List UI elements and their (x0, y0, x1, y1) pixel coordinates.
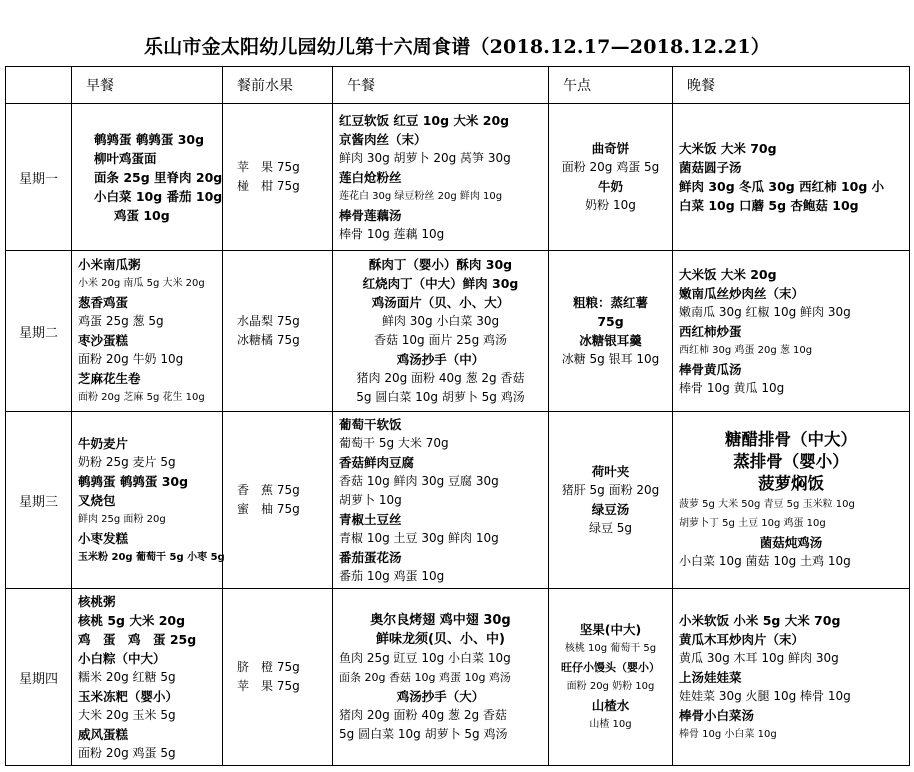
dish-ingredients: 葡萄干 5g 大米 70g (339, 435, 449, 450)
fruit-item: 苹 果 75g (237, 160, 300, 174)
dish-ingredients: 番茄 10g 鸡蛋 10g (339, 568, 445, 583)
dish-ingredients: 棒骨 10g 莲藕 10g (339, 226, 445, 241)
dish-name: 枣沙蛋糕 (78, 333, 129, 348)
dish-name: 奥尔良烤翅 鸡中翅 30g (370, 612, 511, 628)
dish-ingredients: 面粉 20g 牛奶 10g (78, 352, 184, 366)
dish-name: 莲白炝粉丝 (339, 169, 402, 185)
weekly-menu-table (5, 66, 910, 766)
dish-name: 鸡汤抄手（中） (396, 352, 485, 367)
header-breakfast: 早餐 (72, 67, 223, 104)
dish-name: 坚果(中大) (579, 622, 642, 637)
dish-name: 玉米冻粑（婴小） (78, 688, 179, 704)
table-row (6, 251, 910, 412)
dish-ingredients: 鲜肉 30g 小白菜 30g (381, 314, 500, 328)
snack-cell (549, 589, 673, 766)
dish-name: 牛奶麦片 (78, 435, 129, 451)
dish-name: 核桃粥 (78, 593, 116, 609)
fruit-item: 香 蕉 75g (237, 483, 300, 497)
header-lunch: 午餐 (333, 67, 549, 104)
dish-ingredients: 核桃 5g 大米 20g (78, 612, 186, 628)
dish-name: 上汤娃娃菜 (679, 669, 742, 685)
dish-name: 鸡汤抄手（大） (396, 688, 485, 704)
fruit-cell (223, 412, 333, 589)
day-cell: 星期一 (6, 104, 72, 251)
dish-name: 鹌鹑蛋 鹌鹑蛋 30g (94, 131, 205, 147)
dish-ingredients: 黄瓜 30g 木耳 10g 鲜肉 30g (679, 650, 839, 665)
dish-name: 嫩南瓜丝炒肉丝（末） (679, 285, 805, 301)
dish-ingredients: 奶粉 10g (585, 198, 636, 212)
dish-name: 菌菇圆子汤 (679, 160, 742, 175)
dish-ingredients: 绿豆 5g (588, 521, 633, 535)
fruit-cell (223, 251, 333, 412)
dish-ingredients: 猪肉 20g 面粉 40g 葱 2g 香菇 (339, 707, 507, 722)
day-cell: 星期四 (6, 589, 72, 766)
breakfast-cell (72, 412, 223, 589)
dish-ingredients: 白菜 10g 口蘑 5g 杏鲍菇 10g (679, 198, 859, 213)
day-cell: 星期三 (6, 412, 72, 589)
dish-name: 柳叶鸡蛋面 (94, 150, 157, 166)
dish-ingredients: 小白菜 10g 番茄 10g (94, 188, 223, 204)
dish-ingredients: 鲜肉 30g 冬瓜 30g 西红柿 10g 小 (679, 179, 885, 194)
dish-ingredients: 核桃 10g 葡萄干 5g (564, 643, 657, 654)
dish-name: 香菇鲜肉豆腐 (339, 454, 415, 470)
dish-name: 鹌鹑蛋 鹌鹑蛋 30g (78, 473, 189, 489)
dish-ingredients: 面条 20g 香菇 10g 鸡蛋 10g 鸡汤 (339, 670, 511, 684)
dish-ingredients: 娃娃菜 30g 火腿 10g 棒骨 10g (679, 688, 851, 703)
dish-ingredients: 面粉 20g 鸡蛋 5g (78, 745, 176, 760)
dish-name: 酥肉丁（婴小）酥肉 30g (368, 257, 513, 272)
dish-ingredients: 胡萝卜 10g (339, 492, 402, 507)
dish-ingredients: 棒骨 10g 黄瓜 10g (679, 380, 785, 395)
dish-ingredients: 面粉 20g 芝麻 5g 花生 10g (78, 392, 205, 403)
breakfast-cell (72, 589, 223, 766)
fruit-item: 蜜 柚 75g (237, 502, 300, 516)
dish-name: 西红柿炒蛋 (679, 323, 742, 339)
dish-name: 牛奶 (597, 179, 623, 194)
dish-ingredients: 小白菜 10g 菌菇 10g 土鸡 10g (679, 554, 851, 568)
dinner-cell (673, 589, 910, 766)
dish-ingredients: 奶粉 25g 麦片 5g (78, 454, 176, 469)
dish-name: 旺仔小馒头（婴小） (561, 661, 660, 674)
breakfast-cell (72, 104, 223, 251)
dish-ingredients: 莲花白 30g 绿豆粉丝 20g 鲜肉 10g (339, 190, 503, 202)
table-row (6, 104, 910, 251)
dish-ingredients: 5g 圆白菜 10g 胡萝卜 5g 鸡汤 (339, 726, 508, 741)
dish-ingredients: 面条 25g 里脊肉 20g (94, 169, 223, 185)
dish-ingredients: 鸡蛋 25g 葱 5g (78, 314, 164, 328)
dish-ingredients: 猪肝 5g 面粉 20g (561, 483, 660, 497)
page-title: 乐山市金太阳幼儿园幼儿第十六周食谱（2018.12.17—2018.12.21） (144, 36, 770, 58)
dish-name: 鲜味龙须(贝、小、中) (376, 631, 505, 647)
dish-name: 京酱肉丝（末） (339, 131, 427, 147)
snack-cell (549, 412, 673, 589)
dish-name: 糖醋排骨（中大） (725, 430, 857, 449)
dish-name: 青椒土豆丝 (339, 511, 402, 527)
breakfast-cell (72, 251, 223, 412)
dish-ingredients: 棒骨 10g 小白菜 10g (679, 728, 777, 740)
dish-ingredients: 面粉 20g 奶粉 10g (566, 681, 655, 692)
header-row (6, 67, 910, 104)
dish-name: 曲奇饼 (591, 141, 630, 156)
lunch-cell (333, 104, 549, 251)
dish-ingredients: 嫩南瓜 30g 红椒 10g 鲜肉 30g (679, 304, 851, 319)
dish-ingredients: 香菇 10g 面片 25g 鸡汤 (373, 333, 508, 347)
dish-name: 大米饭 大米 20g (679, 266, 777, 282)
dish-name: 绿豆汤 (591, 502, 630, 517)
dish-ingredients: 鱼肉 25g 豇豆 10g 小白菜 10g (339, 650, 511, 665)
lunch-cell (333, 412, 549, 589)
fruit-item: 水晶梨 75g (237, 314, 300, 328)
header-day (6, 67, 72, 104)
dish-name: 棒骨莲藕汤 (339, 207, 402, 223)
lunch-cell (333, 589, 549, 766)
lunch-cell (333, 251, 549, 412)
dish-name: 红烧肉丁（中大）鲜肉 30g (362, 276, 519, 291)
dish-ingredients: 大米 20g 玉米 5g (78, 707, 176, 722)
dish-name: 红豆软饭 红豆 10g 大米 20g (339, 112, 510, 128)
dish-name: 荷叶夹 (591, 464, 630, 479)
dish-name: 粗粮：蒸红薯 (572, 295, 648, 310)
dish-name: 黄瓜木耳炒肉片（末） (679, 631, 805, 647)
fruit-item: 苹 果 75g (237, 679, 300, 693)
fruit-item: 脐 橙 75g (237, 660, 300, 674)
day-cell: 星期二 (6, 251, 72, 412)
dish-ingredients: 75g (597, 314, 624, 329)
dish-ingredients: 糯米 20g 红糖 5g (78, 669, 176, 684)
dish-ingredients: 面粉 20g 鸡蛋 5g (561, 160, 660, 174)
dish-name: 山楂水 (591, 698, 630, 713)
dish-ingredients: 鲜肉 25g 面粉 20g (78, 513, 166, 525)
dish-ingredients: 冰糖 5g 银耳 10g (561, 352, 660, 366)
dish-ingredients: 山楂 10g (589, 719, 632, 730)
dish-ingredients: 5g 圆白菜 10g 胡萝卜 5g 鸡汤 (356, 390, 525, 404)
table-row (6, 412, 910, 589)
header-dinner: 晚餐 (673, 67, 910, 104)
dish-name: 鸡汤面片（贝、小、大） (371, 295, 510, 310)
dinner-cell (673, 412, 910, 589)
dish-ingredients: 玉米粉 20g 葡萄干 5g 小枣 5g (78, 551, 225, 563)
dish-ingredients: 青椒 10g 土豆 30g 鲜肉 10g (339, 530, 499, 545)
snack-cell (549, 251, 673, 412)
dish-name: 葡萄干软饭 (339, 416, 402, 432)
dish-name: 叉烧包 (78, 492, 116, 508)
fruit-cell (223, 104, 333, 251)
dish-name: 小枣发糕 (78, 530, 129, 546)
dish-name: 蒸排骨（婴小） (733, 452, 849, 471)
dish-name: 大米饭 大米 70g (679, 141, 777, 156)
dish-name: 芝麻花生卷 (78, 371, 141, 386)
dish-ingredients: 胡萝卜丁 5g 土豆 10g 鸡蛋 10g (679, 518, 826, 529)
dish-name: 棒骨小白菜汤 (679, 707, 755, 723)
dish-ingredients: 香菇 10g 鲜肉 30g 豆腐 30g (339, 473, 499, 488)
dish-ingredients: 西红柿 30g 鸡蛋 20g 葱 10g (679, 344, 813, 356)
header-fruit: 餐前水果 (223, 67, 333, 104)
dish-name: 菌菇炖鸡汤 (759, 535, 823, 550)
dish-name: 番茄蛋花汤 (339, 549, 402, 565)
dish-name: 鸡 蛋 鸡 蛋 25g (78, 631, 197, 647)
fruit-cell (223, 589, 333, 766)
snack-cell (549, 104, 673, 251)
fruit-item: 冰糖橘 75g (237, 333, 300, 347)
dish-name: 小米南瓜粥 (78, 257, 141, 272)
dish-ingredients: 鸡蛋 10g (114, 207, 170, 223)
header-snack: 午点 (549, 67, 673, 104)
dish-name: 冰糖银耳羹 (579, 333, 642, 348)
dish-name: 菠萝焖饭 (758, 474, 824, 493)
dish-ingredients: 鲜肉 30g 胡萝卜 20g 莴笋 30g (339, 150, 511, 165)
dish-name: 威风蛋糕 (78, 726, 129, 742)
dish-ingredients: 猪肉 20g 面粉 40g 葱 2g 香菇 (356, 371, 525, 385)
dish-name: 葱香鸡蛋 (78, 295, 129, 310)
dish-name: 小白粽（中大） (78, 650, 166, 666)
dish-ingredients: 小米 20g 南瓜 5g 大米 20g (78, 278, 205, 289)
table-row (6, 589, 910, 766)
dinner-cell (673, 104, 910, 251)
fruit-item: 椪 柑 75g (237, 179, 300, 193)
dinner-cell (673, 251, 910, 412)
dish-name: 小米软饭 小米 5g 大米 70g (679, 612, 841, 628)
dish-name: 棒骨黄瓜汤 (679, 361, 742, 377)
dish-ingredients: 菠萝 5g 大米 50g 青豆 5g 玉米粒 10g (679, 499, 855, 510)
